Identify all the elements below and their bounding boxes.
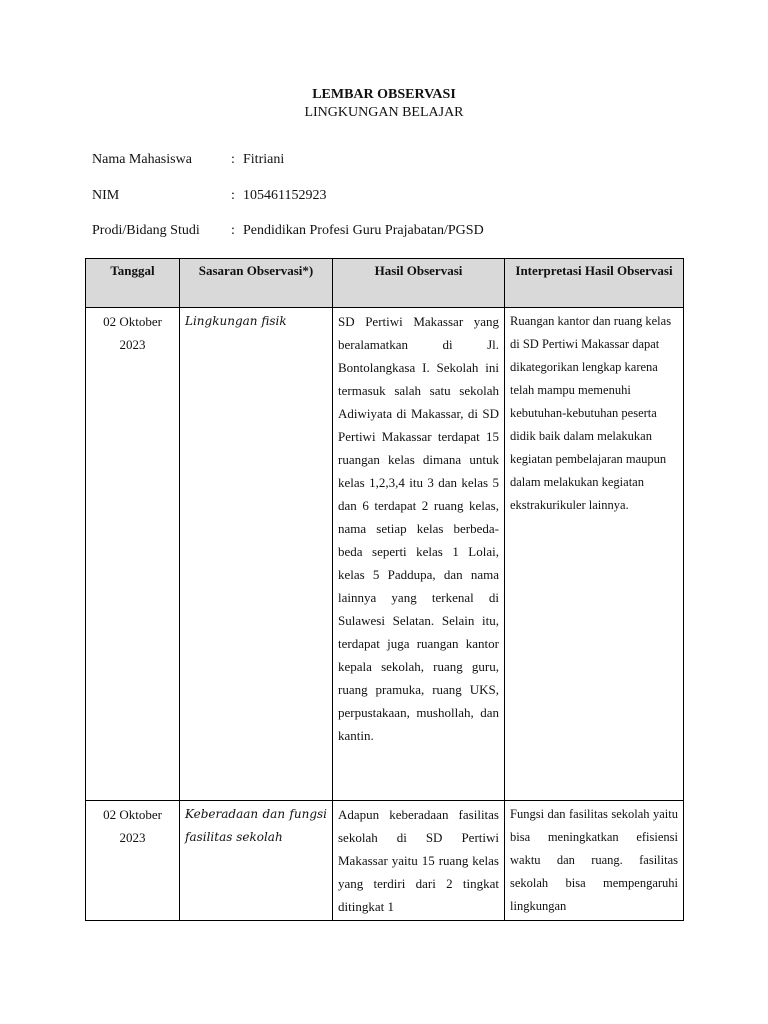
info-separator: : — [231, 188, 235, 203]
document-subtitle: LINGKUNGAN BELAJAR — [304, 105, 464, 120]
row-interpretasi: Fungsi dan fasilitas sekolah yaitu bisa meningkatkan efisiensi waktu dan ruang. fasilitas sekolah bisa mempengaruhi lingkungan — [505, 801, 684, 921]
info-value: Pendidikan Profesi Guru Prajabatan/PGSD — [243, 223, 484, 238]
row-sasaran: Lingkungan fisik — [180, 308, 333, 801]
header-sasaran: Sasaran Observasi*) — [180, 259, 333, 308]
header-hasil: Hasil Observasi — [333, 259, 505, 308]
header-interpretasi: Interpretasi Hasil Observasi — [505, 259, 684, 308]
row-hasil: Adapun keberadaan fasilitas sekolah di SD Pertiwi Makassar yaitu 15 ruang kelas yang terdiri dari 2 tingkat ditingkat 1 — [333, 801, 505, 921]
title-block — [0, 86, 768, 122]
info-value: Fitriani — [243, 152, 285, 167]
info-value: 105461152923 — [243, 188, 327, 203]
row-sasaran: Keberadaan dan fungsi fasilitas sekolah — [180, 801, 333, 921]
observation-table — [85, 258, 684, 921]
info-label: Nama Mahasiswa — [92, 152, 192, 167]
row-hasil: SD Pertiwi Makassar yang beralamatkan di Jl. Bontolangkasa I. Sekolah ini termasuk salah satu sekolah Adiwiyata di Makassar, di SD Pertiwi Makassar terdapat 15 ruangan kelas dimana untuk kelas 1,2,3,4 itu 3 dan kelas 5 dan 6 terdapat 2 ruang kelas, nama setiap kelas berbeda-beda seperti kelas 1 Lolai, kelas 5 Paddupa, dan nama lainnya yang terkenal di Sulawesi Selatan. Selain itu, terdapat juga ruangan kantor kepala sekolah, ruang guru, ruang pramuka, ruang UKS, perpustakaan, mushollah, dan kantin. — [333, 308, 505, 801]
table-header-row — [86, 259, 684, 308]
info-separator: : — [231, 152, 235, 167]
info-row-nim — [92, 187, 326, 205]
row-date: 02 Oktober 2023 — [86, 801, 180, 921]
table-row — [86, 308, 684, 801]
info-label: Prodi/Bidang Studi — [92, 223, 200, 238]
header-tanggal: Tanggal — [86, 259, 180, 308]
row-interpretasi: Ruangan kantor dan ruang kelas di SD Pertiwi Makassar dapat dikategorikan lengkap karena telah mampu memenuhi kebutuhan-kebutuhan peserta didik baik dalam melakukan kegiatan pembelajaran maupun dalam melakukan kegiatan ekstrakurikuler lainnya. — [505, 308, 684, 801]
info-row-prodi — [92, 222, 484, 240]
table-row — [86, 801, 684, 921]
info-label: NIM — [92, 188, 120, 203]
document-title: LEMBAR OBSERVASI — [312, 87, 456, 102]
info-separator: : — [231, 223, 235, 238]
info-row-nama — [92, 151, 284, 169]
row-date: 02 Oktober 2023 — [86, 308, 180, 801]
